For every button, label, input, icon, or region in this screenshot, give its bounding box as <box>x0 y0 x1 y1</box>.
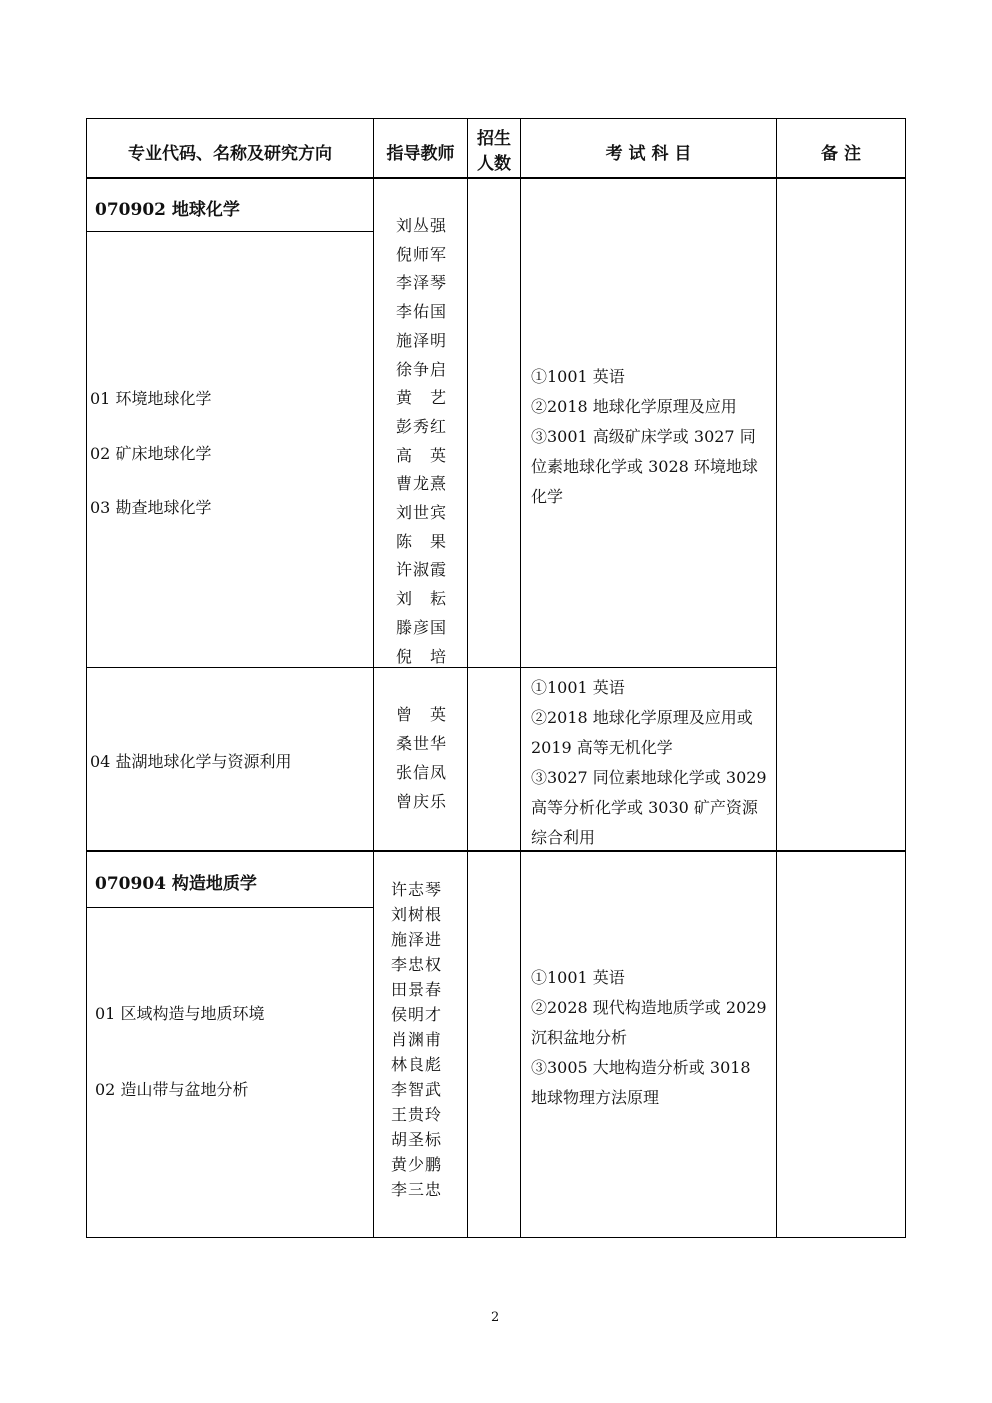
header-teacher: 指导教师 <box>386 144 455 164</box>
direction-02: 02 矿床地球化学 <box>90 444 212 463</box>
teacher-name: 陈 果 <box>396 531 446 551</box>
teacher-list-1b <box>396 700 446 816</box>
exam-line: ③3005 大地构造分析或 3018 <box>531 1058 751 1077</box>
teacher-name: 许志琴 <box>391 880 441 899</box>
exam-subjects-2 <box>531 963 771 1113</box>
table-bottom-border <box>86 1237 906 1238</box>
direction-01-structural: 01 区域构造与地质环境 <box>95 1004 265 1023</box>
code-underline-1 <box>86 231 373 232</box>
teacher-name: 李三忠 <box>391 1180 441 1199</box>
exam-line: 2019 高等无机化学 <box>531 738 673 757</box>
exam-line: ①1001 英语 <box>531 367 625 386</box>
code-underline-2 <box>86 907 373 908</box>
teacher-name: 施泽明 <box>396 330 446 350</box>
teacher-name: 施泽进 <box>391 930 441 949</box>
teacher-name: 许淑霞 <box>396 560 446 580</box>
table-top-border <box>86 118 906 119</box>
teacher-name: 倪 培 <box>396 646 446 666</box>
exam-line: 综合利用 <box>531 828 596 847</box>
teacher-name: 滕彦国 <box>396 617 446 637</box>
teacher-name: 王贵玲 <box>391 1105 441 1124</box>
header-note: 备 注 <box>821 144 861 164</box>
exam-line: ③3001 高级矿床学或 3027 同 <box>531 427 756 446</box>
teacher-name: 林良彪 <box>391 1055 441 1074</box>
teacher-list-1 <box>396 212 446 671</box>
exam-line: ①1001 英语 <box>531 678 625 697</box>
teacher-name: 刘树根 <box>391 905 441 924</box>
teacher-name: 倪师军 <box>396 244 446 264</box>
section-divider <box>86 850 906 852</box>
teacher-name: 曾庆乐 <box>396 792 446 811</box>
teacher-name: 肖渊甫 <box>391 1030 441 1049</box>
teacher-name: 胡圣标 <box>391 1130 441 1149</box>
exam-line: ③3027 同位素地球化学或 3029 <box>531 768 767 787</box>
col-divider-note <box>776 118 777 1238</box>
teacher-name: 曹龙熹 <box>396 474 446 494</box>
exam-subjects-1 <box>531 362 771 512</box>
teacher-name: 张信凤 <box>396 763 446 782</box>
exam-line: ②2028 现代构造地质学或 2029 <box>531 998 767 1017</box>
teacher-name: 黄少鹏 <box>391 1155 441 1174</box>
page-number: 2 <box>491 1310 500 1325</box>
teacher-name: 刘世宾 <box>396 503 446 523</box>
teacher-name: 李佑国 <box>396 302 446 322</box>
exam-line: 位素地球化学或 3028 环境地球 <box>531 457 758 476</box>
teacher-list-2 <box>391 877 441 1202</box>
teacher-name: 彭秀红 <box>396 416 446 436</box>
col-divider-exam <box>520 118 521 1238</box>
exam-line: 化学 <box>531 487 564 506</box>
teacher-name: 高 英 <box>396 445 446 465</box>
major-code-structural-geology: 070904 构造地质学 <box>95 874 257 894</box>
exam-line: 沉积盆地分析 <box>531 1028 628 1047</box>
teacher-name: 李泽琴 <box>396 273 446 293</box>
teacher-name: 田景春 <box>391 980 441 999</box>
teacher-name: 刘丛强 <box>396 216 446 235</box>
header-bottom-border <box>86 177 906 179</box>
teacher-name: 黄 艺 <box>396 388 446 408</box>
col-divider-enroll <box>467 118 468 1238</box>
header-major: 专业代码、名称及研究方向 <box>128 144 332 164</box>
teacher-name: 李智武 <box>391 1080 441 1099</box>
direction-03: 03 勘查地球化学 <box>90 498 212 517</box>
teacher-name: 刘 耘 <box>396 589 446 609</box>
exam-line: ②2018 地球化学原理及应用 <box>531 397 737 416</box>
exam-line: ②2018 地球化学原理及应用或 <box>531 708 753 727</box>
exam-line: ①1001 英语 <box>531 968 625 987</box>
table-right-border <box>905 118 906 1238</box>
exam-line: 地球物理方法原理 <box>531 1088 660 1107</box>
direction-04: 04 盐湖地球化学与资源利用 <box>90 752 292 771</box>
teacher-name: 侯明才 <box>391 1005 441 1024</box>
direction-02-structural: 02 造山带与盆地分析 <box>95 1080 249 1099</box>
col-divider-teacher <box>373 118 374 1238</box>
teacher-name: 曾 英 <box>396 705 446 724</box>
table-left-border <box>86 118 87 1238</box>
header-enroll-line2: 人数 <box>477 154 511 174</box>
exam-line: 高等分析化学或 3030 矿产资源 <box>531 798 758 817</box>
major-code-geochemistry: 070902 地球化学 <box>95 200 240 220</box>
header-exam: 考 试 科 目 <box>605 144 692 164</box>
teacher-name: 李忠权 <box>391 955 441 974</box>
teacher-name: 徐争启 <box>396 359 446 379</box>
exam-subjects-1b <box>531 673 771 853</box>
header-enroll-line1: 招生 <box>477 129 511 149</box>
teacher-name: 桑世华 <box>396 734 446 753</box>
direction-01: 01 环境地球化学 <box>90 389 212 408</box>
